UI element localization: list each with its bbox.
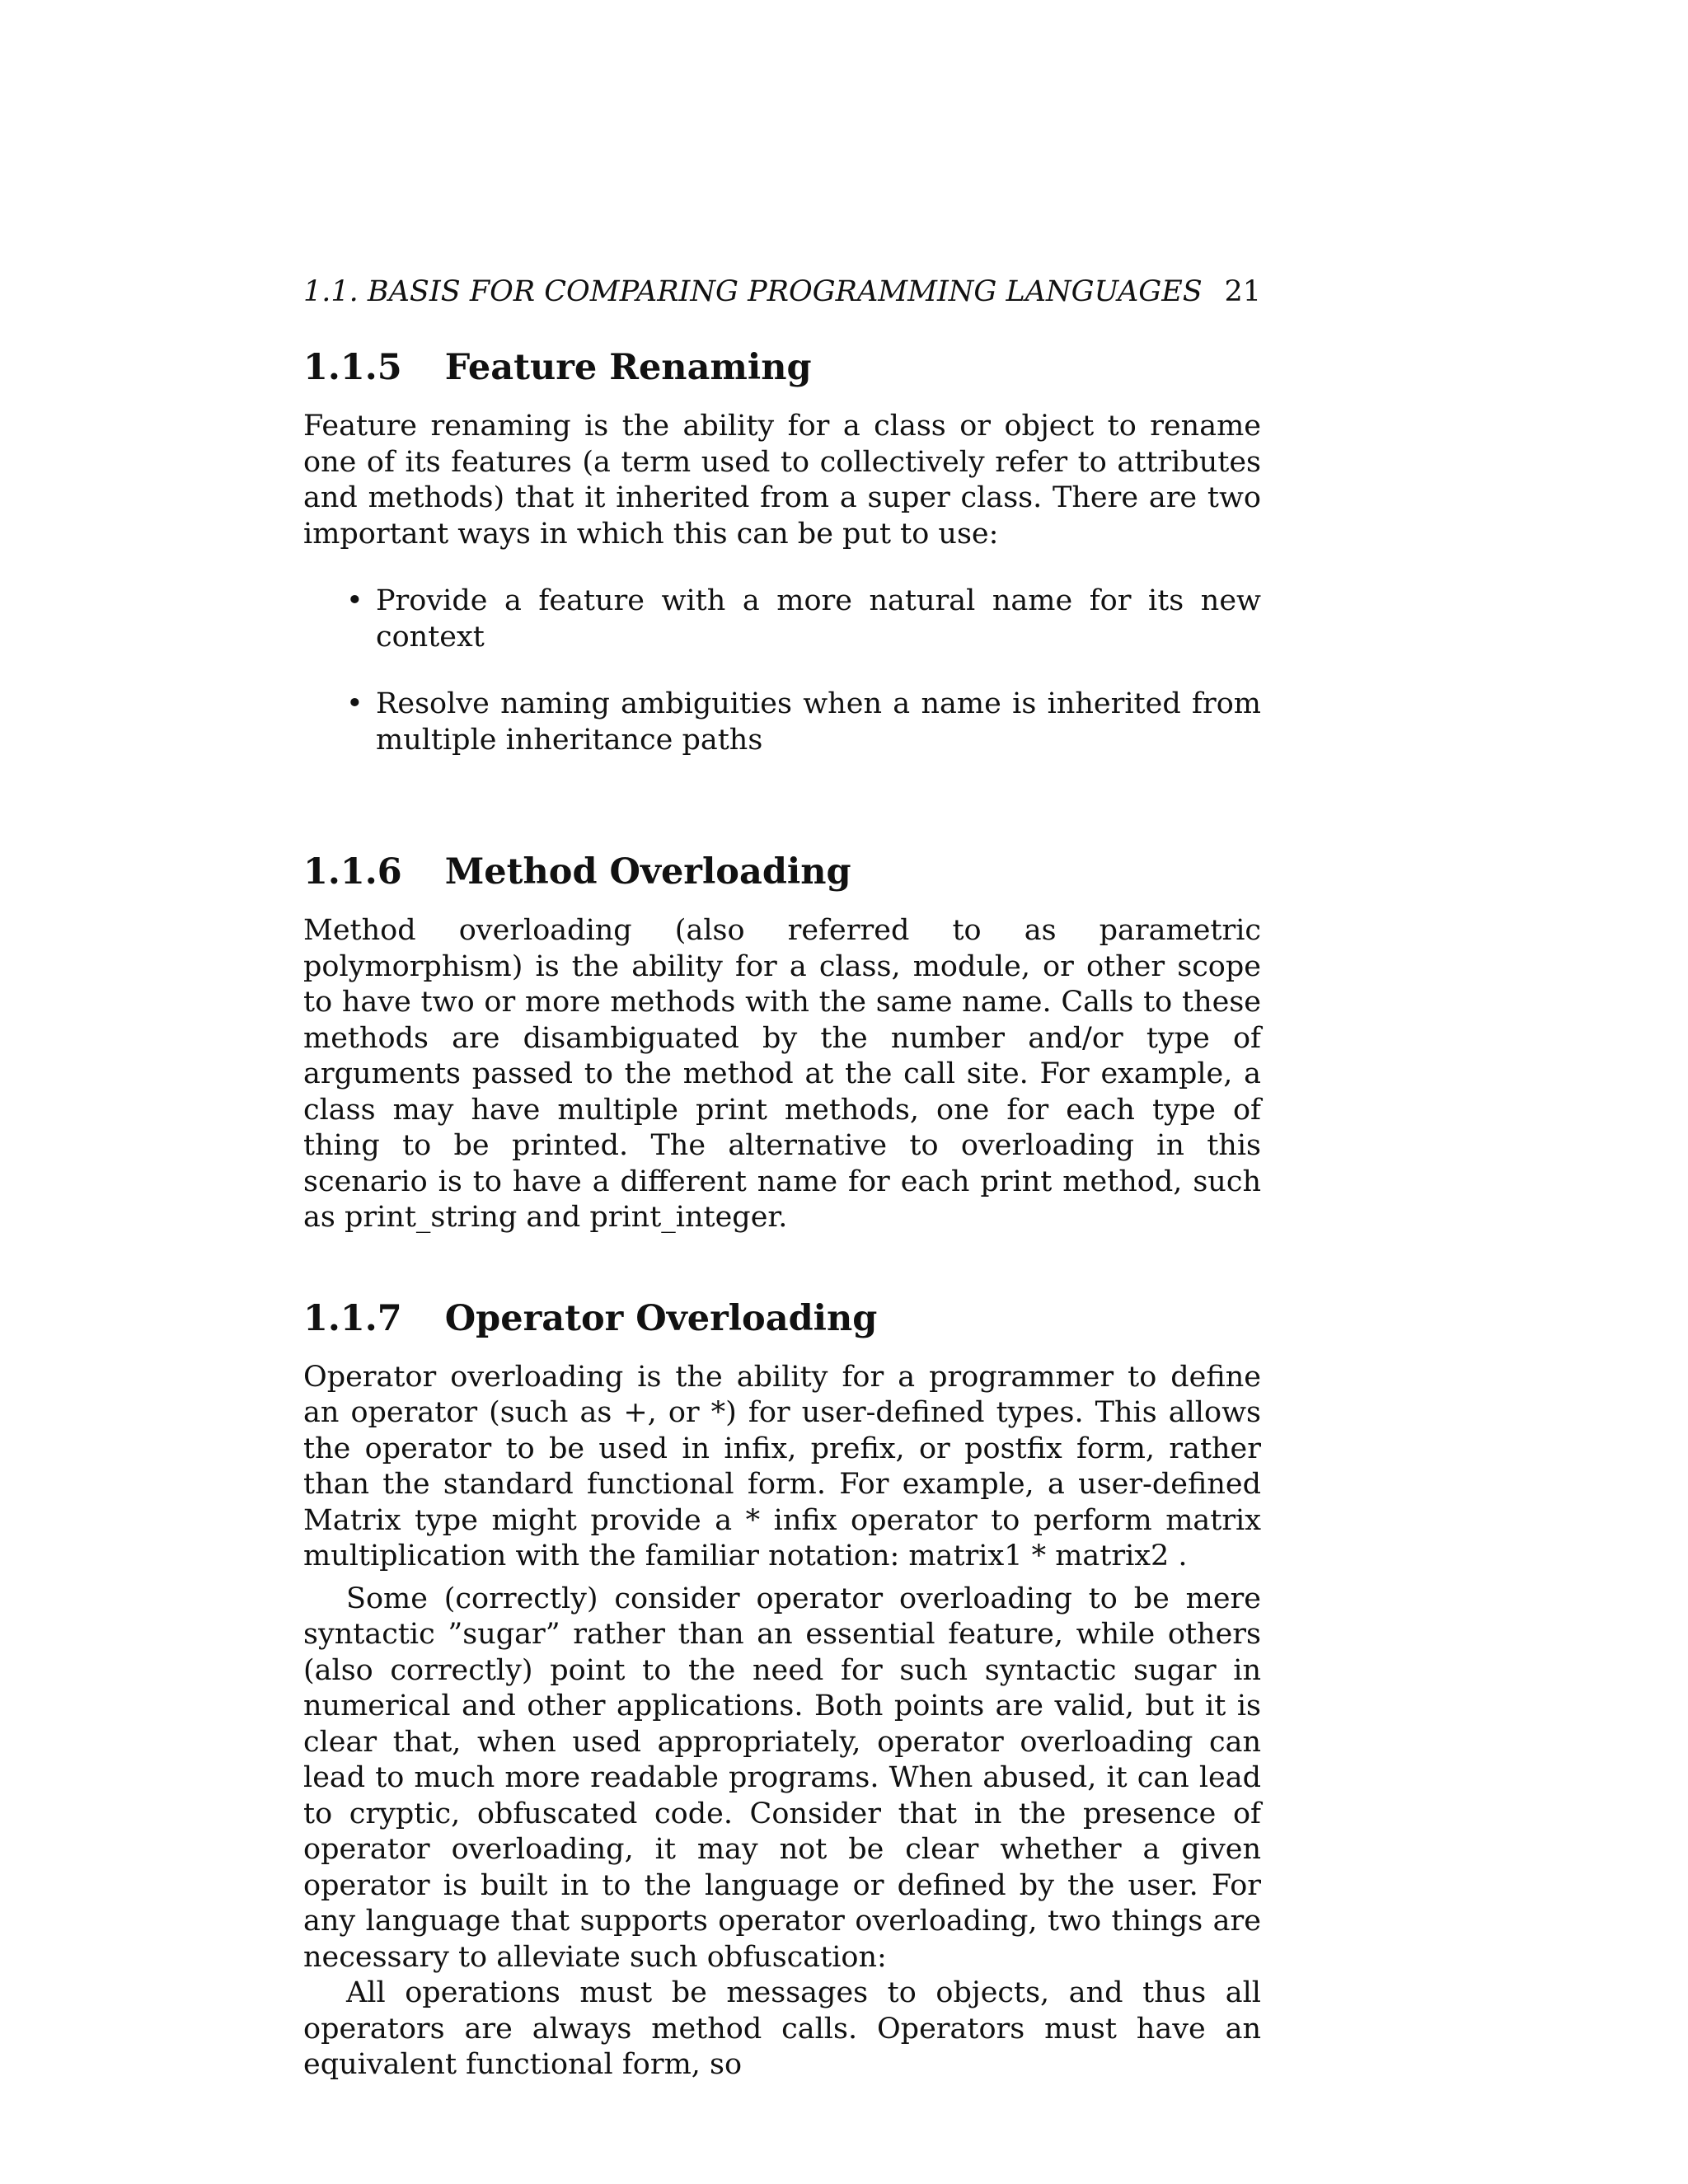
- section-spacer: [303, 790, 1261, 849]
- list-item-text: Provide a feature with a more natural name for its new context: [376, 584, 1261, 654]
- section-number: 1.1.6: [303, 851, 402, 893]
- feature-renaming-list: [303, 583, 1261, 758]
- list-item-text: Resolve naming ambiguities when a name is inherited from multiple inheritance paths: [376, 687, 1261, 757]
- page-number: 21: [1224, 275, 1261, 308]
- section-title: Operator Overloading: [444, 1297, 878, 1339]
- section-heading-operator-overloading: [303, 1296, 1261, 1342]
- bullet-icon: •: [346, 584, 363, 617]
- operator-overloading-paragraph-3: All operations must be messages to objects, and thus all operators are always method calls. Operators must have an equivalent functional form, so: [303, 1976, 1261, 2081]
- section-number: 1.1.7: [303, 1297, 402, 1339]
- list-item: [346, 583, 1261, 655]
- operator-overloading-paragraph-1: Operator overloading is the ability for a programmer to define an operator (such as +, or *) for user-defined types. This allows the operator to be used in infix, prefix, or postfix form, rather than the standard functional form. For example, a user-defined Matrix type might provide a * infix operator to perform matrix multiplication with the familiar notation: matrix1 * matrix2 .: [303, 1360, 1261, 1572]
- bullet-icon: •: [346, 687, 363, 720]
- running-header: [303, 272, 1261, 312]
- section-spacer: [303, 1236, 1261, 1296]
- book-page: [303, 272, 1261, 2083]
- section-heading-method-overloading: [303, 849, 1261, 895]
- section-title: Method Overloading: [444, 851, 851, 893]
- section-heading-feature-renaming: [303, 344, 1261, 391]
- section-title: Feature Renaming: [444, 347, 812, 388]
- running-title: 1.1. BASIS FOR COMPARING PROGRAMMING LANGUAGES: [303, 275, 1203, 308]
- list-item: [346, 687, 1261, 758]
- method-overloading-paragraph: Method overloading (also referred to as parametric polymorphism) is the ability for a class, module, or other scope to have two or more methods with the same name. Calls to these methods are disambiguated by the number and/or type of arguments passed to the method at the call site. For example, a class may have multiple print methods, one for each type of thing to be printed. The alternative to overloading in this scenario is to have a different name for each print method, such as print_string and print_integer.: [303, 914, 1261, 1234]
- section-number: 1.1.5: [303, 347, 402, 388]
- feature-renaming-paragraph: Feature renaming is the ability for a class or object to rename one of its features (a term used to collectively refer to attributes and methods) that it inherited from a super class. There are two important ways in which this can be put to use:: [303, 410, 1261, 551]
- operator-overloading-paragraph-2: Some (correctly) consider operator overloading to be mere syntactic ”sugar” rather than an essential feature, while others (also correctly) point to the need for such syntactic sugar in numerical and other applications. Both points are valid, but it is clear that, when used appropriately, operator overloading can lead to much more readable programs. When abused, it can lead to cryptic, obfuscated code. Consider that in the presence of operator overloading, it may not be clear whether a given operator is built in to the language or defined by the user. For any language that supports operator overloading, two things are necessary to alleviate such obfuscation:: [303, 1582, 1261, 1974]
